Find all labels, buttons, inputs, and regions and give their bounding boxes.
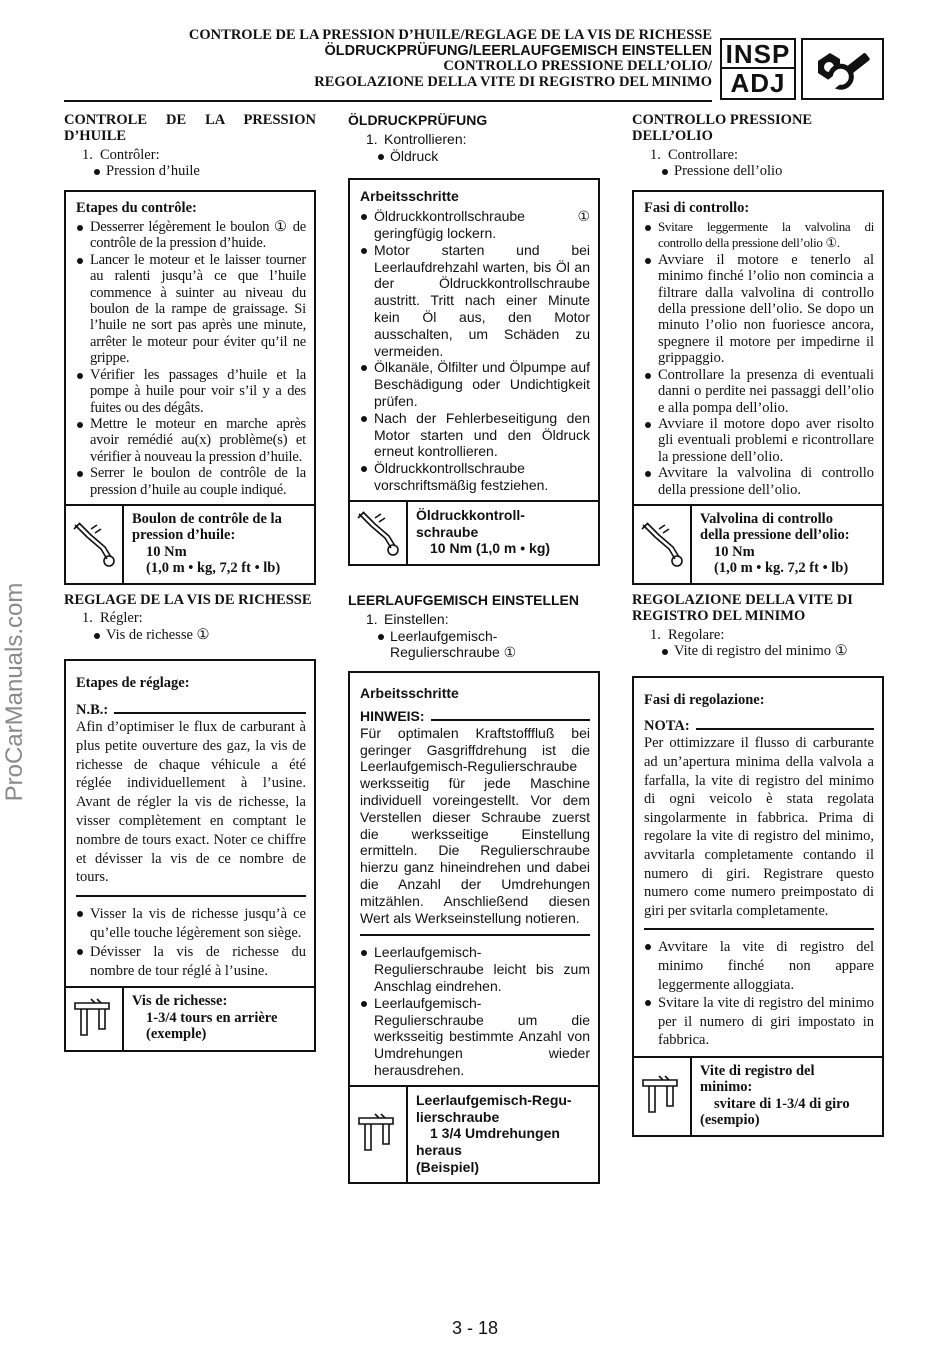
page-header [64,28,712,90]
section-title-oil-fr: CONTROLE DE LA PRESSION D’HUILE [64,112,316,145]
procedure-list [360,944,590,1078]
column-fr [64,112,316,585]
procedure-item: Visser la vis de richesse jusqu’à ce qu’elle touche légèrement son siège. [76,905,306,943]
note-text: Per ottimizzare il flusso di carburante ad un’apertura minima della valvola a farfalla, la vite di registro del minimo di ogni veicolo è stata regolata singolarmente in fabbrica. Prima di regolare la vite di registro del minimo, avvitarla completamente contando il numero di giri. Registrare questo numero come numero preimpostato di giri per svitarla completamente. [644,735,874,919]
check-item: Pression d’huile [64,163,316,179]
box-title: Etapes du contrôle: [76,199,197,216]
procedure-item: Motor starten und bei Leerlaufdrehzahl warten, bis Öl an der Öldruckkontrollschraube austritt. Tritt nach einer Minute kein Öl aus, den Motor ausschalten, um Schäden zu vermeiden. [360,242,590,360]
step-1: 1. Kontrollieren: [366,130,467,147]
torque-wrench-icon [66,506,124,583]
check-item: Öldruck [348,148,600,165]
procedure-item: Mettre le moteur en marche après avoir remédié au(x) problème(s) et vérifier à nouveau la pression d’huile. [76,416,306,465]
procedure-list [76,219,306,498]
note-label: NOTA: [644,718,874,734]
procedure-item: Avvitare la valvolina di controllo della pressione dell’olio. [644,465,874,498]
procedure-item: Svitare leggermente la valvolina di controllo della pressione dell’olio ①. [644,219,874,252]
procedure-item: Controllare la presenza di eventuali danni o perdite nei passaggi dell’olio e alla pompa dell’olio. [644,367,874,416]
procedure-list [644,219,874,498]
spec-row [350,500,598,564]
procedure-item: Desserrer légèrement le boulon ① de contrôle de la pression d’huide. [76,219,306,252]
caliper-icon [634,1058,692,1135]
step-1: 1. Regolare: [650,626,725,643]
spec-row [66,986,314,1050]
note-label: HINWEIS: [360,708,590,725]
procedure-item: Dévisser la vis de richesse du nombre de tour réglé à l’usine. [76,943,306,981]
caliper-icon [350,1087,408,1182]
procedure-item: Leerlaufgemisch-Regulierschraube um die werksseitig bestimmte Anzahl von Umdrehungen wieder herausdrehen. [360,995,590,1079]
step-1: 1. Controllare: [650,146,739,163]
spec-text: Vis de richesse: 1-3/4 tours en arrière (exemple) [132,993,278,1043]
note-rule [360,934,590,936]
adjust-item: Vite di registro del minimo ① [632,643,884,659]
spec-row [350,1085,598,1182]
procedure-item: Svitare la vite di registro del minimo per il numero di giri impostato in fabbrica. [644,994,874,1050]
procedure-box-mix-de [348,671,600,1184]
torque-wrench-icon [634,506,692,583]
header-rule [64,100,712,102]
column-it-mix [632,592,884,1137]
page-number: 3 - 18 [451,1318,499,1338]
header-title-it-2: REGOLAZIONE DELLA VITE DI REGISTRO DEL MINIMO [314,73,712,90]
procedure-box-mix-fr [64,659,316,1052]
column-de-mix [348,592,600,1184]
section-badge [720,38,796,100]
procedure-item: Öldruckkontrollschraube vorschriftsmäßig festziehen. [360,460,590,494]
column-de [348,112,600,566]
column-fr-mix [64,592,316,1052]
spec-row [66,504,314,583]
section-title-mix-it: REGOLAZIONE DELLA VITE DI REGISTRO DEL MINIMO [632,592,853,625]
spec-row [634,504,882,583]
procedure-item: Avvitare la vite di registro del minimo finché non appare leggermente alloggiata. [644,938,874,994]
watermark: ProCarManuals.com [1,582,28,802]
box-title: Arbeitsschritte [360,188,459,205]
badge-adj: ADJ [730,68,786,98]
adjust-item: Leerlaufgemisch-Regulierschraube ① [348,628,600,662]
procedure-list [76,905,306,980]
procedure-list [360,208,590,494]
section-title-oil-it: CONTROLLO PRESSIONE DELL’OLIO [632,112,813,145]
procedure-box-oil-it [632,190,884,585]
header-title-it-1: CONTROLLO PRESSIONE DELL’OLIO/ [443,58,712,74]
adjust-item: Vis de richesse ① [64,627,316,643]
procedure-item: Leerlaufgemisch-Regulierschraube leicht bis zum Anschlag eindrehen. [360,944,590,994]
section-title-mix-de: LEERLAUFGEMISCH EINSTELLEN [348,592,580,608]
box-title: Arbeitsschritte [360,685,459,702]
box-title: Etapes de réglage: [76,675,190,692]
procedure-box-mix-it [632,676,884,1137]
procedure-list [644,938,874,1050]
procedure-item: Ölkanäle, Ölfilter und Ölpumpe auf Beschädigung oder Undichtigkeit prüfen. [360,359,590,409]
header-title-fr: CONTROLE DE LA PRESSION D’HUILE/REGLAGE DE LA VIS DE RICHESSE [188,27,712,43]
note-text: Afin d’optimiser le flux de carburant à plus petite ouverture des gaz, la vis de richesse de chaque véhicule a été réglée individuellement à l’usine. Avant de régler la vis de richesse, la visser complètement en comptant le nombre de tours exact. Noter ce chiffre et dévisser la vis de ce nombre de tours. [76,719,306,886]
box-title: Fasi di controllo: [644,199,750,216]
step-1: 1. Régler: [82,610,143,627]
step-1: 1. Contrôler: [82,146,160,163]
section-title-oil-de: ÖLDRUCKPRÜFUNG [348,112,488,128]
procedure-item: Öldruckkontrollschraube ① geringfügig lockern. [360,208,590,242]
spec-text: Boulon de contrôle de la pression d’huile: 10 Nm (1,0 m • kg, 7,2 ft • lb) [132,510,282,577]
check-item: Pressione dell’olio [632,163,884,179]
note-label: N.B.: [76,702,306,718]
procedure-item: Serrer le boulon de contrôle de la pression d’huile au couple indiqué. [76,465,306,498]
spec-text: Valvolina di controllo della pressione dell’olio: 10 Nm (1,0 m • kg. 7,2 ft • lb) [700,510,850,577]
box-title: Fasi di regolazione: [644,691,765,708]
column-it [632,112,884,585]
procedure-item: Avviare il motore e tenerlo al minimo finché l’olio non comincia a filtrare dalla valvolina di controllo della pressione dell’olio. Se dopo un minuto l’olio non fuoriesce ancora, spegnere il motore per impedirne il grippaggio. [644,252,874,367]
caliper-icon [66,988,124,1050]
procedure-item: Vérifier les passages d’huile et la pompe à huile pour voir s’il y a des fuites ou des dégâts. [76,367,306,416]
procedure-box-oil-fr [64,190,316,585]
wrench-nut-icon [801,38,884,100]
section-title-mix-fr: REGLAGE DE LA VIS DE RICHESSE [64,592,312,608]
header-title-de: ÖLDRUCKPRÜFUNG/LEERLAUFGEMISCH EINSTELLEN [324,42,712,59]
procedure-item: Lancer le moteur et le laisser tourner au ralenti jusqu’à ce que l’huile commence à suinter au niveau du boulon de la rampe de graissage. Si l’huile ne sort pas après une minute, arrêter le moteur pour éviter qu’il ne grippe. [76,252,306,367]
spec-text: Vite di registro del minimo: svitare di 1-3/4 di giro (esempio) [700,1062,850,1129]
procedure-item: Nach der Fehlerbeseitigung den Motor starten und den Öldruck erneut kontrollieren. [360,410,590,460]
spec-row [634,1056,882,1135]
note-rule [644,928,874,930]
step-1: 1. Einstellen: [366,610,449,627]
spec-text: Öldruckkontroll- schraube 10 Nm (1,0 m • kg) [416,506,551,557]
torque-wrench-icon [350,502,408,564]
procedure-item: Avviare il motore dopo aver risolto gli eventuali problemi e ricontrollare la pressione dell’olio. [644,416,874,465]
procedure-box-oil-de [348,178,600,565]
note-rule [76,895,306,897]
note-text: Für optimalen Kraftstofffluß bei geringer Gasgriffdrehung ist die Leerlaufgemisch-Regulierschraube werksseitig für jede Maschine individuell voreingestellt. Vor dem Verstellen dieser Schraube zuerst die werksseitige Einstellung ermitteln. Die Regulierschraube hierzu ganz hineindrehen und dabei die Anzahl der Umdrehungen mitzählen. Anschließend diesen Wert als Werkseinstellung notieren. [360,724,590,926]
spec-text: Leerlaufgemisch-Regu- lierschraube 1 3/4 Umdrehungen heraus (Beispiel) [416,1091,572,1175]
badge-insp: INSP [722,40,794,69]
